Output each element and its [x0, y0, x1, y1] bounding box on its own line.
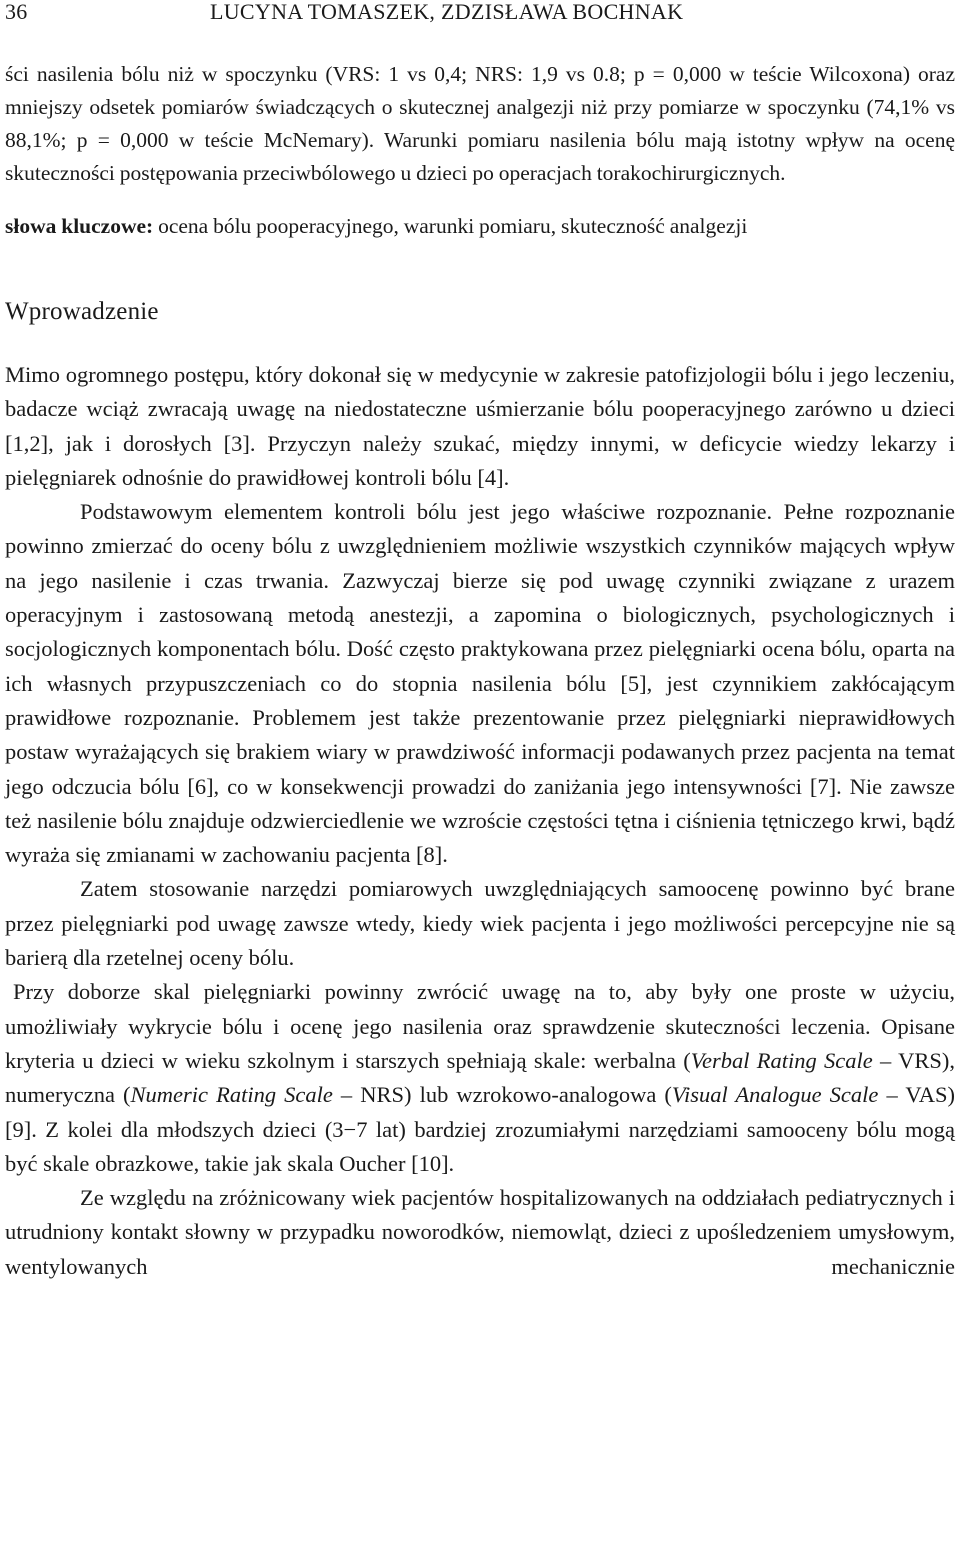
section-heading: Wprowadzenie: [5, 298, 159, 325]
page-header: [5, 0, 955, 30]
paragraph-text: Zatem stosowanie narzędzi pomiarowych uwzględniających samoocenę powinno być brane przez pielęgniarki pod uwagę zawsze wtedy, kiedy wiek pacjenta i jego możliwości percepcyjne nie są barierą dla rzetelnej oceny bólu.: [5, 876, 955, 971]
scale-name-italic: Numeric Rating Scale: [130, 1082, 333, 1108]
paragraph: [5, 872, 955, 975]
paragraph: [5, 975, 955, 1181]
running-head-authors: LUCYNA TOMASZEK, ZDZISŁAWA BOCHNAK: [210, 0, 684, 24]
paragraph-text: – VRS), numeryczna (: [5, 1047, 955, 1108]
abstract-continuation: ści nasilenia bólu niż w spoczynku (VRS: 1 vs 0,4; NRS: 1,9 vs 0.8; p = 0,000 w teście Wilcoxona) oraz mniejszy odsetek pomiarów świadczących o skutecznej analgezji niż przy pomiarze w spoczynku (74,1% vs 88,1%; p = 0,000 w teście McNemary). Warunki pomiaru nasilenia bólu mają istotny wpływ na ocenę skuteczności postępowania przeciwbólowego u dzieci po operacjach torakochirurgicznych.: [5, 62, 955, 185]
paragraph-text: – VAS) [9]. Z kolei dla młodszych dzieci (3−7 lat) bardziej zrozumiałymi narzędziami samooceny bólu mogą być skale obrazkowe, takie jak skala Oucher [10].: [5, 1082, 956, 1176]
keywords-text: ocena bólu pooperacyjnego, warunki pomiaru, skuteczność analgezji: [153, 214, 748, 238]
paragraph-text: Ze względu na zróżnicowany wiek pacjentów hospitalizowanych na oddziałach pediatrycznych i utrudniony kontakt słowny w przypadku noworodków, niemowląt, dzieci z upośledzeniem umysłowym, wentylowanych mechanicznie: [5, 1185, 955, 1279]
paragraph-text: Podstawowym elementem kontroli bólu jest jego właściwe rozpoznanie. Pełne rozpoznanie powinno zmierzać do oceny bólu z uwzględnieniem możliwie wszystkich czynników mających wpływ na jego nasilenie i czas trwania. Zazwyczaj bierze się pod uwagę czynniki związane z urazem operacyjnym i zastosowaną metodą anestezji, a zapomina o biologicznych, psychologicznych i socjologicznych komponentach bólu. Dość często praktykowana przez pielęgniarki ocena bólu, oparta na ich własnych przypuszczeniach co do stopnia nasilenia bólu [5], jest czynnikiem zakłócającym prawidłowe rozpoznanie. Problemem jest także prezentowanie przez pielęgniarki nieprawidłowych postaw wyrażających się brakiem wiary w prawdziwość informacji podawanych przez pacjenta na temat jego odczucia bólu [6], co w konsekwencji prowadzi do zaniżania jego intensywności [7]. Nie zawsze też nasilenie bólu znajduje odzwierciedlenie we wzroście częstości tętna i ciśnienia tętniczego krwi, bądź wyraża się zmianami w zachowaniu pacjenta [8].: [5, 499, 955, 868]
scale-name-italic: Visual Analogue Scale: [671, 1082, 879, 1108]
paragraph: [5, 495, 955, 872]
page-number: 36: [5, 0, 28, 24]
keywords-line: [5, 210, 955, 243]
paragraph-text: Mimo ogromnego postępu, który dokonał się w medycynie w zakresie patofizjologii bólu i jego leczeniu, badacze wciąż zwracają uwagę na niedostateczne uśmierzanie bólu pooperacyjnego zarówno u dzieci [1,2], jak i dorosłych [3]. Przyczyn należy szukać, między innymi, w deficycie wiedzy lekarzy i pielęgniarek odnośnie do prawidłowej kontroli bólu [4].: [5, 362, 955, 490]
paragraph-text: Przy doborze skal pielęgniarki powinny zwrócić uwagę na to, aby były one proste w użyciu, umożliwiały wykrycie bólu i ocenę jego nasilenia oraz sprawdzenie skuteczności leczenia. Opisane kryteria u dzieci w wieku szkolnym i starszych spełniają skale: werbalna (: [5, 979, 955, 1073]
document-page: [5, 0, 955, 1284]
paragraph: [5, 1181, 955, 1284]
keywords-label: słowa kluczowe:: [5, 214, 154, 238]
scale-name-italic: Verbal Rating Scale: [690, 1047, 873, 1073]
paragraph-text: – NRS) lub wzrokowo-analogowa (: [332, 1082, 672, 1108]
paragraph: [5, 358, 955, 495]
body-text: [5, 358, 955, 1284]
